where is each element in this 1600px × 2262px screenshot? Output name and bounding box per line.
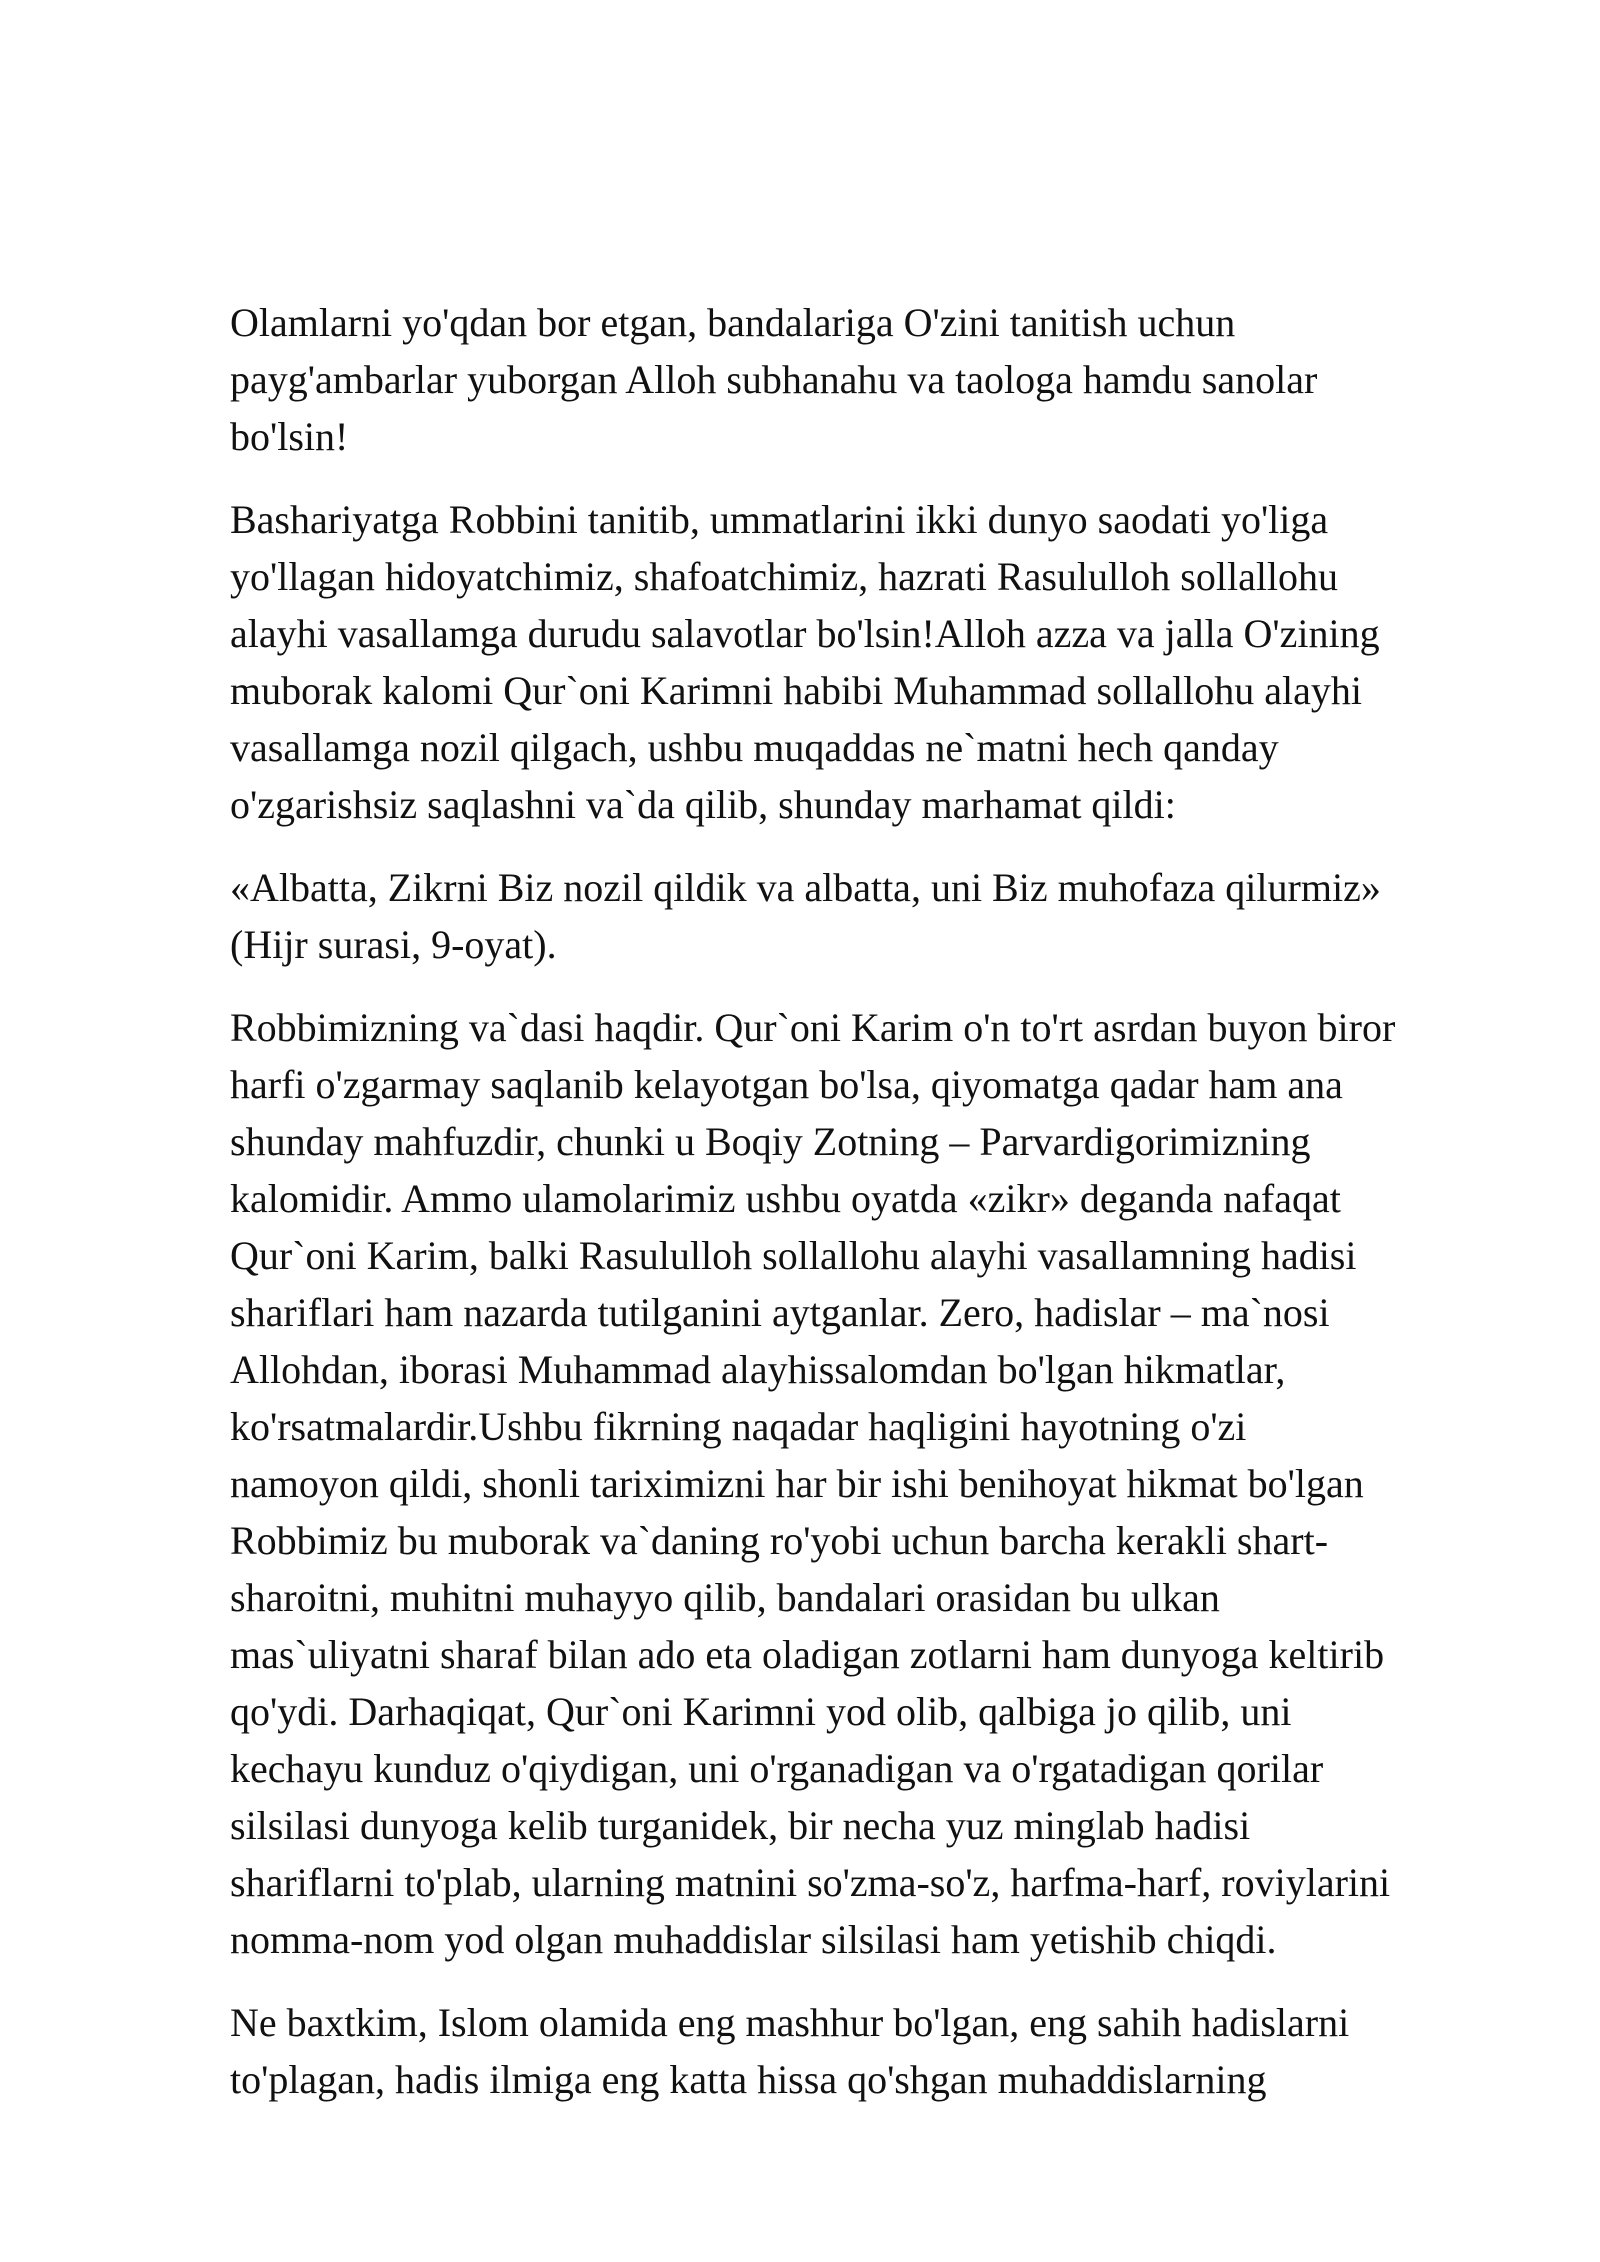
paragraph-preservation: Robbimizning va`dasi haqdir. Qur`oni Karim o'n to'rt asrdan buyon biror harfi o'zgarmay saqlanib kelayotgan bo'lsa, qiyomatga qadar ham ana shunday mahfuzdir, chunki u Boqiy Zotning – Parvardigorimizning kalomidir. Ammo ulamolarimiz ushbu oyatda «zikr» deganda nafaqat Qur`oni Karim, balki Rasululloh sollallohu alayhi vasallamning hadisi shariflari ham nazarda tutilganini aytganlar. Zero, hadislar – ma`nosi Allohdan, iborasi Muhammad alayhissalomdan bo'lgan hikmatlar, ko'rsatmalardir.Ushbu fikrning naqadar haqligini hayotning o'zi namoyon qildi, shonli tariximizni har bir ishi benihoyat hikmat bo'lgan Robbimiz bu muborak va`daning ro'yobi uchun barcha kerakli shart- sharoitni, muhitni muhayyo qilib, bandalari orasidan bu ulkan mas`uliyatni sharaf bilan ado eta oladigan zotlarni ham dunyoga keltirib qo'ydi. Darhaqiqat, Qur`oni Karimni yod olib, qalbiga jo qilib, uni kechayu kunduz o'qiydigan, uni o'rganadigan va o'rgatadigan qorilar silsilasi dunyoga kelib turganidek, bir necha yuz minglab hadisi shariflarni to'plab, ularning matnini so'zma-so'z, harfma-harf, roviylarini nomma-nom yod olgan muhaddislar silsilasi ham yetishib chiqdi. <box>230 1005 1396 1962</box>
paragraph-intro-praise: Olamlarni yo'qdan bor etgan, bandalariga O'zini tanitish uchun payg'ambarlar yuborgan Alloh subhanahu va taologa hamdu sanolar bo'lsin! <box>230 300 1318 459</box>
paragraph-muhaddislar: Ne baxtkim, Islom olamida eng mashhur bo'lgan, eng sahih hadislarni to'plagan, hadis ilmiga eng katta hissa qo'shgan muhaddislarning <box>230 2000 1350 2102</box>
paragraph-salutation: Bashariyatga Robbini tanitib, ummatlarini ikki dunyo saodati yo'liga yo'llagan hidoyatchimiz, shafoatchimiz, hazrati Rasululloh sollallohu alayhi vasallamga durudu salavotlar bo'lsin!Alloh azza va jalla O'zining muborak kalomi Qur`oni Karimni habibi Muhammad sollallohu alayhi vasallamga nozil qilgach, ushbu muqaddas ne`matni hech qanday o'zgarishsiz saqlashni va`da qilib, shunday marhamat qildi: <box>230 497 1380 827</box>
paragraph-quran-quote: «Albatta, Zikrni Biz nozil qildik va albatta, uni Biz muhofaza qilurmiz» (Hijr surasi, 9-oyat). <box>230 865 1381 967</box>
document-page <box>230 294 1510 2134</box>
